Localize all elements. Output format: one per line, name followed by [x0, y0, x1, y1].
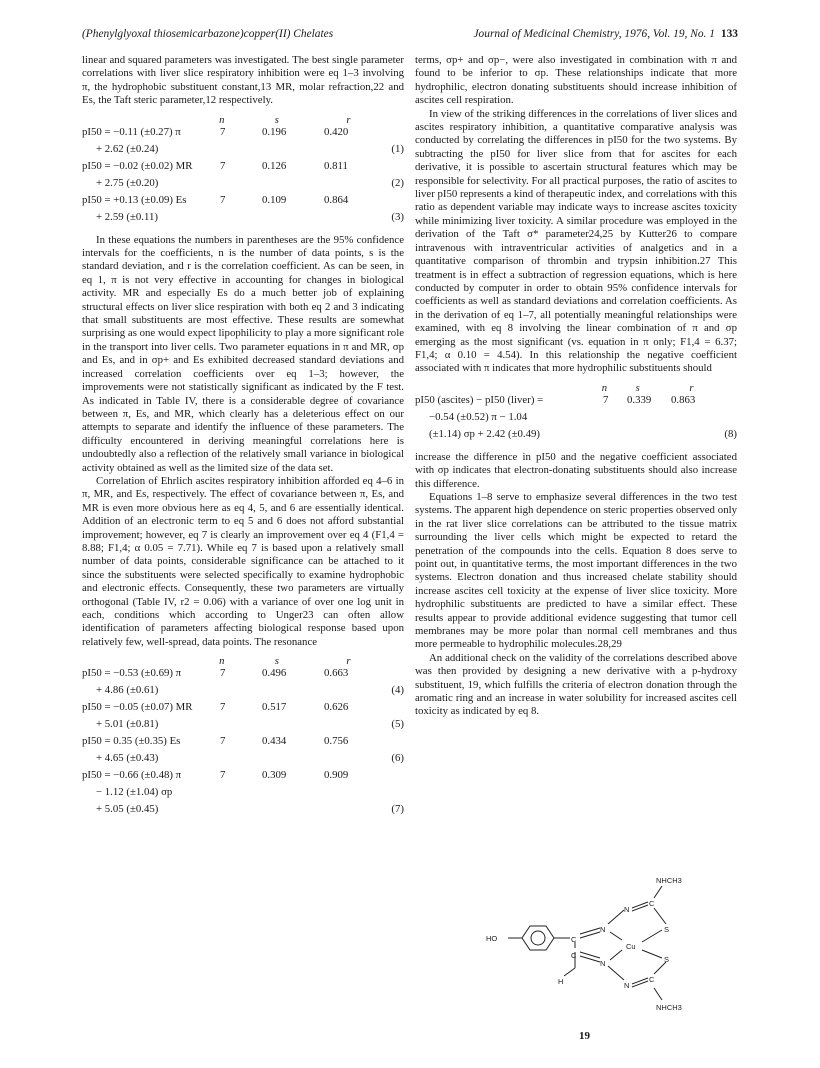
stats-header: n s r	[601, 382, 694, 394]
equation-number: (8)	[724, 427, 737, 440]
atom-n: N	[600, 925, 606, 934]
left-column	[82, 54, 404, 826]
stats-header: n s r	[219, 114, 351, 126]
atom-n: N	[600, 959, 606, 968]
paragraph: Correlation of Ehrlich ascites respiratory inhibition afforded eq 4–6 in π, MR, and Es, respectively. The effect of covariance between π, Es, and MR is even more obvious here as eq 4, 5, and 6 are essentially identical. Addition of an electronic term to eq 5 and 6 does not afford substantial improvement; however, eq 7 is clearly an improvement over eq 4 (F1,4 = 8.88; F1,4; α 0.05 = 7.71). While eq 7 is based upon a relatively small number of data points, considerable significance can be attached to it since the substituents were selected specifically to examine hydrophobic and electronic effects. Consequently, these two parameters are virtually orthogonal (Table IV, r2 = 0.06) with a variance of over one log unit in each, conditions which according to Unger23 can often allow identification of parameters affecting biological response based upon relatively few, well-spread, data points. The resonance	[82, 474, 404, 648]
equation-4: pI50 = −0.53 (±0.69) π 7 0.496 0.663	[82, 667, 349, 680]
equation-4-continued: + 4.86 (±0.61) (4)	[96, 684, 404, 697]
paragraph: An additional check on the validity of the correlations described above was then provided by designing a new derivative with a p-hydroxy substituent, 19, which fulfills the criteria of electron donation through the aromatic ring and an increase in water solubility for increased ascites cell toxicity as indicated by eq 8.	[415, 651, 737, 718]
equation-8-continued: −0.54 (±0.52) π − 1.04	[429, 410, 528, 423]
journal-citation: Journal of Medicinal Chemistry, 1976, Vol. 19, No. 1 133	[473, 28, 738, 40]
paragraph: terms, σp+ and σp−, were also investigated in combination with π and found to be inferior to σp. These relationships indicate that more hydrophilic, electron donating substituents should increase inhibition of ascites cell respiration.	[415, 54, 737, 107]
equation-7-continued: − 1.12 (±1.04) σp	[96, 786, 173, 799]
equation-6-continued: + 4.65 (±0.43) (6)	[96, 752, 404, 765]
chemical-structure-19	[476, 872, 726, 1022]
paragraph: Equations 1–8 serve to emphasize several differences in the two test systems. The apparent high dependence on steric properties observed only in the rat liver slice correlations can be attributed to the tissue matrix surrounding the liver cells which might be expected to retard the penetration of the compounds into the cells. Equation 8 does serve to point out, in quantitative terms, the most important differences in the two systems. Electron donation and thus increased chelate stability should increase ascites cell toxicity at the expense of liver slice toxicity. More hydrophilic substituents are predicted to have a similar effect. These results appear to provide additional evidence suggesting that tumor cell membranes may be more polar than normal cell membranes and thus more permeable to hydrophilic molecules.28,29	[415, 490, 737, 651]
atom-c: C	[649, 899, 655, 908]
equation-number: (1)	[391, 142, 404, 155]
atom-n: N	[624, 981, 630, 990]
equation-6: pI50 = 0.35 (±0.35) Es 7 0.434 0.756	[82, 735, 349, 748]
equation-3-continued: + 2.59 (±0.11) (3)	[96, 210, 404, 223]
atom-c: C	[571, 951, 577, 960]
compound-number: 19	[579, 1030, 590, 1042]
equation-number: (5)	[391, 718, 404, 731]
equation-number: (2)	[391, 176, 404, 189]
equation-8-continued: (±1.14) σp + 2.42 (±0.49) (8)	[429, 427, 737, 440]
equation-8-block	[415, 382, 737, 445]
ho-label: HO	[486, 934, 498, 943]
paragraph: In view of the striking differences in the correlations of liver slices and ascites respiratory inhibition, a quantitative comparative analysis was conducted by correlating the differences in pI50 for the two systems. By subtracting the pI50 for liver slice from that for ascites for each derivative, it is possible to ascertain structural features which may be responsible for selectivity. For all practical purposes, the ratio of ascites to liver pI50 represents a kind of therapeutic index, and correlations with this ratio as dependent variable may indicate ways to increase ascites toxicity while minimizing liver toxicity. A similar procedure was employed in the derivation of the Taft σ* parameter24,25 by Kutter26 to compare intravenous with intraventricular activities of analgetics and in a quantitative comparison of thrombin and trypsin inhibition.27 This treatment is in effect a subtraction of regression equations, which is here conducted by computer in order to obtain 95% confidence intervals for coefficients as well as standard deviations and correlation coefficients. As in the derivation of eq 1–7, all potentially meaningful relationships were examined, with eq 8 involving the linear combination of π and σp emerging as the most significant (vs. equation in π only; F1,4 = 6.37; F1,4; α 0.10 = 4.54). In this relationship the negative coefficient associated with π indicates that more hydrophilic substituents should	[415, 107, 738, 375]
paragraph: increase the difference in pI50 and the negative coefficient associated with σp indicates that electron-donating substituents should also increase this difference.	[415, 450, 737, 490]
equation-2: pI50 = −0.02 (±0.02) MR 7 0.126 0.811	[82, 159, 348, 172]
equation-number: (6)	[391, 752, 404, 765]
nhch3-label: NHCH3	[656, 1003, 682, 1012]
equation-5: pI50 = −0.05 (±0.07) MR 7 0.517 0.626	[82, 701, 349, 714]
atom-n: N	[624, 905, 630, 914]
nhch3-label: NHCH3	[656, 876, 682, 885]
equation-1: pI50 = −0.11 (±0.27) π 7 0.196 0.420	[82, 125, 349, 138]
equations-4-7	[82, 655, 404, 820]
atom-cu: Cu	[626, 942, 636, 951]
atom-h: H	[558, 977, 564, 986]
equation-1-continued: + 2.62 (±0.24) (1)	[96, 142, 404, 155]
equations-1-3	[82, 114, 404, 228]
atom-c: C	[571, 935, 577, 944]
atom-s: S	[664, 925, 670, 934]
equation-2-continued: + 2.75 (±0.20) (2)	[96, 176, 404, 189]
atom-s: S	[664, 955, 670, 964]
paragraph: In these equations the numbers in parentheses are the 95% confidence intervals for the coefficients, n is the number of data points, s is the standard deviation, and r is the correlation coefficient. As can be seen, in eq 1, π is not very effective in accounting for changes in biological activity. MR and especially Es do a much better job of explaining structural effects on liver slice respiration with both eq 2 and 3 indicating that small substituents are most effective. These results are somewhat surprising as one would expect lipophilicity to play a more significant role in the transport into liver cells. Two parameter equations in π and MR, σp and Es, and in σp+ and Es exhibited decreased standard deviations and increased correlation coefficients over eq 1–3; however, the improvements were not statistically significant as indicated by the F test. As indicated in Table IV, there is a considerable degree of covariance between π, Es, and MR, which clearly has a deleterious effect on our attempts to separate and identify the influence of these parameters. The difficulty encountered in deriving meaningful correlations here is undoubtedly also a reflection of the relatively small variance in biological activity obtained as well as the limited size of the data set.	[82, 233, 404, 474]
stats-header: n s r	[219, 656, 351, 668]
equation-7-continued: + 5.05 (±0.45) (7)	[96, 803, 404, 816]
equation-5-continued: + 5.01 (±0.81) (5)	[96, 718, 404, 731]
running-title: (Phenylglyoxal thiosemicarbazone)copper(II) Chelates	[82, 28, 334, 40]
page-number: 133	[720, 28, 738, 40]
equation-number: (7)	[391, 803, 404, 816]
running-header	[82, 28, 738, 40]
right-column	[415, 54, 737, 719]
equation-number: (4)	[391, 684, 404, 697]
equation-8: pI50 (ascites) − pI50 (liver) = 7 0.339 0.863	[415, 393, 696, 406]
atom-c: C	[649, 975, 655, 984]
paragraph: linear and squared parameters was investigated. The best single parameter correlations with liver slice respiratory inhibition were eq 1–3 involving π, the hydrophobic substituent constant,13 MR, molar refraction,22 and Es, the Taft steric parameter,12 respectively.	[82, 54, 404, 107]
equation-number: (3)	[391, 210, 404, 223]
equation-7: pI50 = −0.66 (±0.48) π 7 0.309 0.909	[82, 769, 349, 782]
equation-3: pI50 = +0.13 (±0.09) Es 7 0.109 0.864	[82, 193, 349, 206]
